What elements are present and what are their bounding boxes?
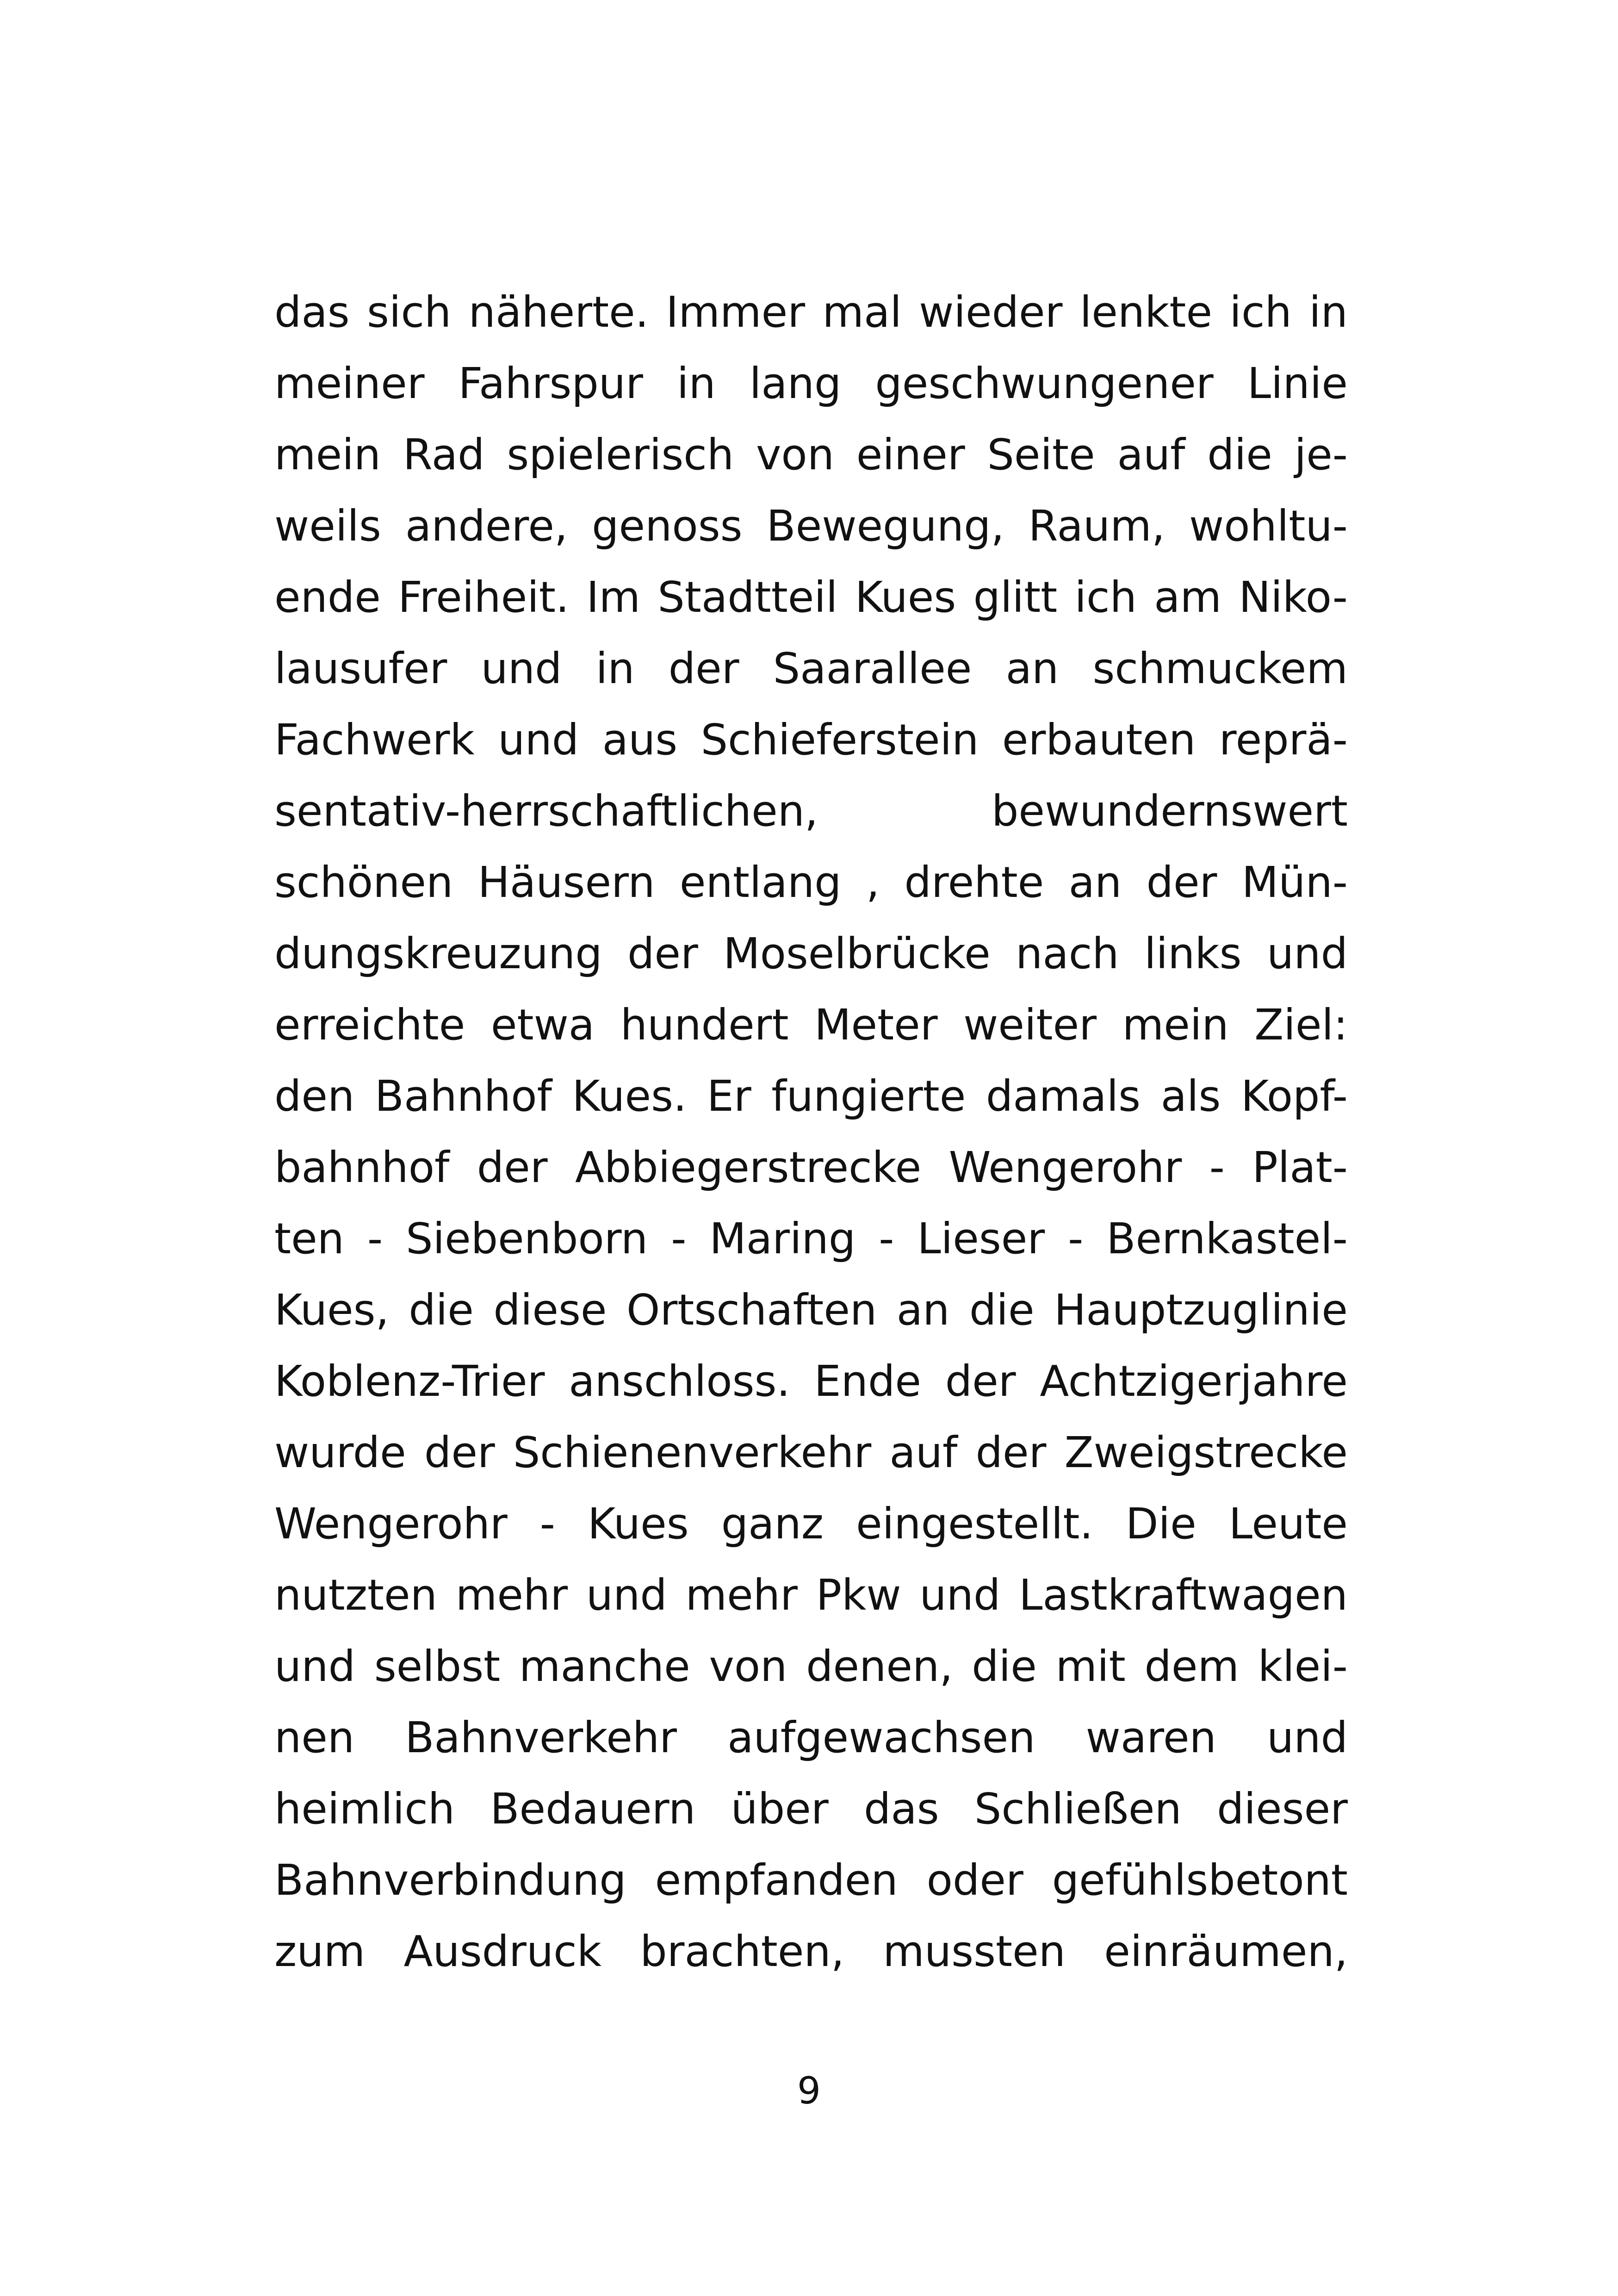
text-line: Kues, die diese Ortschaften an die Hauptzuglinie (274, 1285, 1348, 1335)
text-line: nutzten mehr und mehr Pkw und Lastkraftwagen (274, 1570, 1348, 1620)
text-line: Wengerohr - Kues ganz eingestellt. Die Leute (274, 1499, 1348, 1549)
text-line: meiner Fahrspur in lang geschwungener Linie (274, 359, 1348, 408)
body-text (274, 277, 1348, 1987)
text-line: das sich näherte. Immer mal wieder lenkte ich in (274, 287, 1348, 337)
text-line: Bahnverbindung empfanden oder gefühlsbetont (274, 1855, 1348, 1905)
text-line: Fachwerk und aus Schieferstein erbauten reprä- (274, 715, 1348, 765)
text-line: heimlich Bedauern über das Schließen dieser (274, 1784, 1348, 1834)
text-line: mein Rad spielerisch von einer Seite auf die je- (274, 430, 1348, 479)
text-line: wurde der Schienenverkehr auf der Zweigstrecke (274, 1428, 1348, 1477)
text-line: nen Bahnverkehr aufgewachsen waren und (274, 1713, 1348, 1762)
text-line: sentativ-herrschaftlichen, bewundernswert (274, 786, 1348, 836)
text-line: Koblenz-Trier anschloss. Ende der Achtzigerjahre (274, 1356, 1348, 1406)
text-line: schönen Häusern entlang , drehte an der Mün- (274, 858, 1348, 907)
text-line: bahnhof der Abbiegerstrecke Wengerohr - Plat- (274, 1143, 1348, 1192)
text-line: lausufer und in der Saarallee an schmuckem (274, 644, 1348, 693)
text-line: erreichte etwa hundert Meter weiter mein Ziel: (274, 1000, 1348, 1050)
text-line: ten - Siebenborn - Maring - Lieser - Bernkastel- (274, 1214, 1348, 1263)
text-line: dungskreuzung der Moselbrücke nach links und (274, 929, 1348, 978)
text-line: weils andere, genoss Bewegung, Raum, wohltu- (274, 501, 1348, 551)
text-line: und selbst manche von denen, die mit dem klei- (274, 1642, 1348, 1691)
text-line: zum Ausdruck brachten, mussten einräumen, (274, 1927, 1348, 1976)
text-line: ende Freiheit. Im Stadtteil Kues glitt ich am Niko- (274, 572, 1348, 622)
text-line: den Bahnhof Kues. Er fungierte damals als Kopf- (274, 1071, 1348, 1121)
page-number: 9 (797, 2069, 821, 2112)
